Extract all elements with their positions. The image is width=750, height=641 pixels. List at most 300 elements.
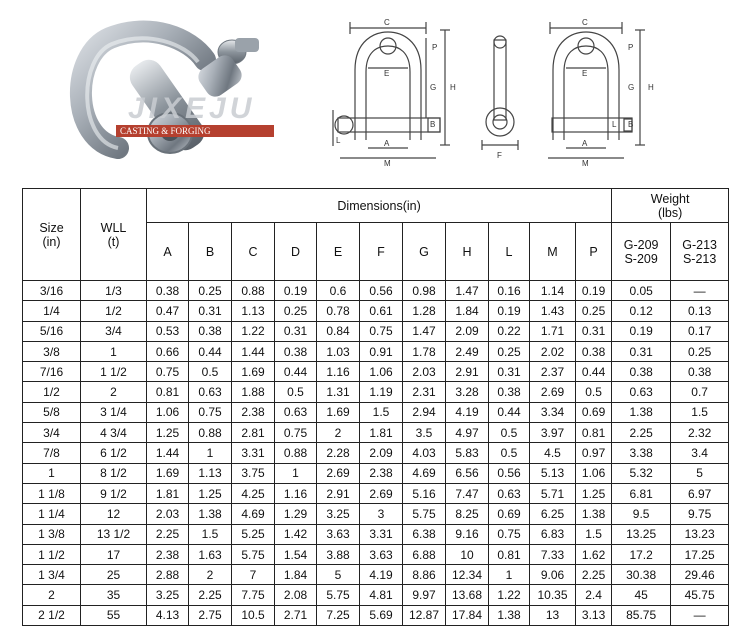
table-cell: 0.38	[147, 281, 189, 301]
table-cell: 2	[23, 585, 81, 605]
table-cell: 0.25	[189, 281, 232, 301]
table-cell: 1.5	[576, 524, 612, 544]
table-cell: 3.75	[232, 463, 275, 483]
side-view-drawing	[482, 36, 518, 150]
table-cell: 0.53	[147, 321, 189, 341]
table-cell: 0.63	[189, 382, 232, 402]
table-cell: 1.84	[275, 565, 317, 585]
table-cell: 5	[671, 463, 729, 483]
table-cell: 6.56	[446, 463, 489, 483]
table-cell: 10	[446, 544, 489, 564]
table-cell: 2.25	[612, 423, 671, 443]
table-cell: 1.31	[317, 382, 360, 402]
table-cell: 9.75	[671, 504, 729, 524]
table-cell: 2.37	[530, 362, 576, 382]
table-cell: 2.69	[317, 463, 360, 483]
table-cell: 0.91	[360, 341, 403, 361]
table-cell: 2.03	[147, 504, 189, 524]
table-cell: 4.13	[147, 605, 189, 625]
table-cell: 0.63	[489, 483, 530, 503]
table-cell: 3.97	[530, 423, 576, 443]
header-dim-col: C	[232, 223, 275, 281]
svg-text:P: P	[628, 43, 634, 52]
header-dim-col: G	[403, 223, 446, 281]
table-cell: 1.25	[576, 483, 612, 503]
svg-text:M: M	[384, 159, 391, 168]
table-cell: 0.98	[403, 281, 446, 301]
table-cell: 0.44	[576, 362, 612, 382]
table-cell: 1.03	[317, 341, 360, 361]
table-cell: 0.5	[489, 443, 530, 463]
table-cell: 3 1/4	[81, 402, 147, 422]
table-cell: 1.13	[189, 463, 232, 483]
table-cell: 0.25	[489, 341, 530, 361]
table-cell: 4.81	[360, 585, 403, 605]
watermark	[116, 92, 274, 137]
table-cell: 0.97	[576, 443, 612, 463]
table-cell: 2.38	[147, 544, 189, 564]
table-cell: 2.91	[446, 362, 489, 382]
table-cell: 1.5	[360, 402, 403, 422]
table-cell: 1.22	[232, 321, 275, 341]
table-cell: 0.6	[317, 281, 360, 301]
table-cell: 1.78	[403, 341, 446, 361]
table-cell: 1.38	[489, 605, 530, 625]
table-cell: 0.63	[275, 402, 317, 422]
table-cell: 0.56	[489, 463, 530, 483]
table-cell: 2.28	[317, 443, 360, 463]
table-cell: 1.38	[189, 504, 232, 524]
front-view-labels	[336, 18, 456, 168]
table-cell: 10.5	[232, 605, 275, 625]
table-cell: 0.25	[671, 341, 729, 361]
table-cell: 12.34	[446, 565, 489, 585]
table-cell: 4.5	[530, 443, 576, 463]
table-cell: 5.25	[232, 524, 275, 544]
table-cell: 1 1/8	[23, 483, 81, 503]
table-cell: 2	[81, 382, 147, 402]
table-cell: 17	[81, 544, 147, 564]
table-cell: 1.44	[147, 443, 189, 463]
table-cell: 1.81	[360, 423, 403, 443]
table-cell: 1.5	[671, 402, 729, 422]
table-cell: 0.38	[576, 341, 612, 361]
table-cell: 4.25	[232, 483, 275, 503]
table-cell: 12.87	[403, 605, 446, 625]
header-weight: Weight (lbs)	[612, 189, 729, 223]
header-dim-col: F	[360, 223, 403, 281]
svg-text:L: L	[336, 136, 341, 145]
table-cell: 8.25	[446, 504, 489, 524]
table-cell: 6 1/2	[81, 443, 147, 463]
table-cell: 1.43	[530, 301, 576, 321]
table-cell: 3.31	[232, 443, 275, 463]
table-cell: 2.81	[232, 423, 275, 443]
table-cell: 1.38	[612, 402, 671, 422]
table-cell: 0.38	[189, 321, 232, 341]
table-cell: 3	[360, 504, 403, 524]
table-cell: 0.19	[489, 301, 530, 321]
table-cell: 9.16	[446, 524, 489, 544]
table-cell: 0.17	[671, 321, 729, 341]
table-cell: 5.71	[530, 483, 576, 503]
table-cell: 6.97	[671, 483, 729, 503]
header-dimensions: Dimensions(in)	[147, 189, 612, 223]
table-cell: 1.88	[232, 382, 275, 402]
table-cell: 1.81	[147, 483, 189, 503]
header-dim-col: P	[576, 223, 612, 281]
table-cell: 0.75	[489, 524, 530, 544]
table-cell: 1 1/2	[81, 362, 147, 382]
table-cell: 10.35	[530, 585, 576, 605]
header-dim-col: D	[275, 223, 317, 281]
svg-text:A: A	[384, 139, 390, 148]
watermark-tagline: CASTING & FORGING	[120, 126, 211, 136]
table-cell: 3.28	[446, 382, 489, 402]
svg-text:C: C	[384, 18, 390, 27]
table-cell: 1.13	[232, 301, 275, 321]
table-cell: 0.5	[489, 423, 530, 443]
table-cell: 7/16	[23, 362, 81, 382]
table-row	[23, 301, 729, 321]
table-cell: 30.38	[612, 565, 671, 585]
svg-text:H: H	[648, 83, 654, 92]
table-cell: 1	[275, 463, 317, 483]
table-cell: 3/4	[81, 321, 147, 341]
table-row	[23, 565, 729, 585]
table-cell: 0.31	[189, 301, 232, 321]
svg-text:P: P	[432, 43, 438, 52]
table-cell: 9.06	[530, 565, 576, 585]
table-cell: 3/8	[23, 341, 81, 361]
svg-text:A: A	[582, 139, 588, 148]
shackle-figures	[0, 0, 750, 182]
table-row	[23, 423, 729, 443]
table-cell: 0.81	[147, 382, 189, 402]
table-cell: 5/16	[23, 321, 81, 341]
table-cell: 4.19	[360, 565, 403, 585]
table-cell: 0.22	[489, 321, 530, 341]
table-cell: 0.61	[360, 301, 403, 321]
table-cell: 1.38	[576, 504, 612, 524]
table-row	[23, 483, 729, 503]
table-cell: 0.19	[576, 281, 612, 301]
table-cell: 2.32	[671, 423, 729, 443]
table-cell: 1/2	[23, 382, 81, 402]
table-cell: 3.88	[317, 544, 360, 564]
table-cell: 0.44	[489, 402, 530, 422]
table-cell: —	[671, 605, 729, 625]
table-cell: 1/2	[81, 301, 147, 321]
table-cell: 5/8	[23, 402, 81, 422]
table-cell: 1.25	[189, 483, 232, 503]
table-cell: 0.56	[360, 281, 403, 301]
table-cell: 7.33	[530, 544, 576, 564]
svg-text:B: B	[430, 120, 436, 129]
table-cell: 1.25	[147, 423, 189, 443]
table-row	[23, 443, 729, 463]
table-cell: 0.31	[576, 321, 612, 341]
watermark-brand: JIXEJU	[128, 92, 256, 125]
table-cell: 2	[189, 565, 232, 585]
table-cell: 5	[317, 565, 360, 585]
table-cell: 45	[612, 585, 671, 605]
table-cell: 1.47	[446, 281, 489, 301]
table-cell: 1.71	[530, 321, 576, 341]
svg-text:E: E	[384, 69, 390, 78]
header-weight-col: G-209 S-209	[612, 223, 671, 281]
table-cell: 1	[81, 341, 147, 361]
table-cell: 5.83	[446, 443, 489, 463]
table-cell: 2	[317, 423, 360, 443]
table-row	[23, 504, 729, 524]
table-cell: 0.44	[189, 341, 232, 361]
svg-text:L: L	[612, 120, 617, 129]
header-dim-col: H	[446, 223, 489, 281]
table-cell: 0.88	[189, 423, 232, 443]
table-cell: 17.25	[671, 544, 729, 564]
svg-text:C: C	[582, 18, 588, 27]
table-cell: 4.69	[232, 504, 275, 524]
table-cell: 1.06	[360, 362, 403, 382]
table-cell: 3.34	[530, 402, 576, 422]
table-cell: 1.54	[275, 544, 317, 564]
table-cell: 1 3/4	[23, 565, 81, 585]
table-cell: 2.09	[446, 321, 489, 341]
table-row	[23, 321, 729, 341]
table-cell: 3.4	[671, 443, 729, 463]
table-cell: 0.81	[489, 544, 530, 564]
header-dim-col: E	[317, 223, 360, 281]
table-cell: 1.69	[147, 463, 189, 483]
table-cell: 45.75	[671, 585, 729, 605]
table-cell: 3.5	[403, 423, 446, 443]
table-cell: 2.25	[189, 585, 232, 605]
product-illustration-area	[0, 0, 750, 182]
table-cell: 0.66	[147, 341, 189, 361]
table-cell: 2.02	[530, 341, 576, 361]
table-cell: 4.03	[403, 443, 446, 463]
table-row	[23, 524, 729, 544]
table-cell: 13.25	[612, 524, 671, 544]
table-cell: 8.86	[403, 565, 446, 585]
table-cell: 1 1/4	[23, 504, 81, 524]
table-cell: 3.63	[360, 544, 403, 564]
table-cell: 0.38	[612, 362, 671, 382]
header-size: Size (in)	[23, 189, 81, 281]
table-cell: 1	[489, 565, 530, 585]
table-cell: 1.16	[275, 483, 317, 503]
svg-text:M: M	[582, 159, 589, 168]
table-row	[23, 463, 729, 483]
table-cell: 0.78	[317, 301, 360, 321]
table-cell: 1.44	[232, 341, 275, 361]
table-body	[23, 281, 729, 626]
table-cell: 0.75	[189, 402, 232, 422]
table-cell: 1.47	[403, 321, 446, 341]
table-cell: 1.69	[232, 362, 275, 382]
table-cell: 25	[81, 565, 147, 585]
table-cell: 35	[81, 585, 147, 605]
table-cell: 1.06	[576, 463, 612, 483]
table-cell: 0.69	[489, 504, 530, 524]
table-cell: 8 1/2	[81, 463, 147, 483]
table-cell: 13.23	[671, 524, 729, 544]
table-cell: 1.06	[147, 402, 189, 422]
table-cell: 0.19	[612, 321, 671, 341]
table-cell: 0.16	[489, 281, 530, 301]
table-cell: 2.94	[403, 402, 446, 422]
side-view-labels	[497, 151, 502, 160]
table-cell: 2.88	[147, 565, 189, 585]
table-cell: 2.69	[530, 382, 576, 402]
table-cell: 0.13	[671, 301, 729, 321]
header-weight-col: G-213 S-213	[671, 223, 729, 281]
table-row	[23, 605, 729, 625]
table-cell: 0.5	[576, 382, 612, 402]
table-cell: 29.46	[671, 565, 729, 585]
table-cell: 0.31	[275, 321, 317, 341]
header-dim-col: L	[489, 223, 530, 281]
table-cell: 1	[23, 463, 81, 483]
table-cell: 6.88	[403, 544, 446, 564]
table-cell: —	[671, 281, 729, 301]
table-cell: 9 1/2	[81, 483, 147, 503]
table-cell: 1	[189, 443, 232, 463]
table-cell: 5.16	[403, 483, 446, 503]
table-cell: 3.13	[576, 605, 612, 625]
table-cell: 2.38	[232, 402, 275, 422]
table-cell: 3.38	[612, 443, 671, 463]
table-cell: 0.69	[576, 402, 612, 422]
table-row	[23, 544, 729, 564]
table-cell: 2.91	[317, 483, 360, 503]
header-dim-col: M	[530, 223, 576, 281]
table-cell: 17.84	[446, 605, 489, 625]
table-cell: 4 3/4	[81, 423, 147, 443]
table-cell: 0.5	[275, 382, 317, 402]
table-cell: 2.31	[403, 382, 446, 402]
table-cell: 4.19	[446, 402, 489, 422]
svg-text:E: E	[582, 69, 588, 78]
header-wll: WLL (t)	[81, 189, 147, 281]
table-cell: 6.83	[530, 524, 576, 544]
table-cell: 6.25	[530, 504, 576, 524]
svg-text:G: G	[430, 83, 437, 92]
table-cell: 3.25	[317, 504, 360, 524]
table-cell: 0.31	[489, 362, 530, 382]
table-cell: 1 3/8	[23, 524, 81, 544]
shackle-spec-table	[22, 188, 729, 626]
table-cell: 2.03	[403, 362, 446, 382]
table-cell: 0.38	[671, 362, 729, 382]
table-cell: 17.2	[612, 544, 671, 564]
table-cell: 0.38	[275, 341, 317, 361]
table-cell: 0.75	[360, 321, 403, 341]
table-cell: 1/3	[81, 281, 147, 301]
table-cell: 5.13	[530, 463, 576, 483]
table-cell: 5.75	[317, 585, 360, 605]
table-cell: 0.38	[489, 382, 530, 402]
table-cell: 2.25	[147, 524, 189, 544]
table-cell: 0.05	[612, 281, 671, 301]
table-cell: 7.75	[232, 585, 275, 605]
table-cell: 3.31	[360, 524, 403, 544]
header-dim-col: B	[189, 223, 232, 281]
table-cell: 1.69	[317, 402, 360, 422]
table-cell: 2.49	[446, 341, 489, 361]
svg-text:H: H	[450, 83, 456, 92]
table-row	[23, 341, 729, 361]
table-cell: 0.88	[232, 281, 275, 301]
table-row	[23, 585, 729, 605]
table-cell: 7	[232, 565, 275, 585]
table-cell: 3.63	[317, 524, 360, 544]
table-cell: 1.84	[446, 301, 489, 321]
table-cell: 4.69	[403, 463, 446, 483]
table-cell: 7/8	[23, 443, 81, 463]
table-row	[23, 362, 729, 382]
table-cell: 1.29	[275, 504, 317, 524]
table-cell: 6.81	[612, 483, 671, 503]
table-row	[23, 281, 729, 301]
table-cell: 1/4	[23, 301, 81, 321]
table-cell: 1.5	[189, 524, 232, 544]
table-cell: 3/4	[23, 423, 81, 443]
table-cell: 0.19	[275, 281, 317, 301]
table-cell: 13	[530, 605, 576, 625]
table-cell: 1.63	[189, 544, 232, 564]
svg-text:F: F	[497, 151, 502, 160]
table-cell: 0.12	[612, 301, 671, 321]
table-cell: 1 1/2	[23, 544, 81, 564]
table-cell: 1.42	[275, 524, 317, 544]
table-row	[23, 382, 729, 402]
table-cell: 7.25	[317, 605, 360, 625]
table-cell: 2.69	[360, 483, 403, 503]
table-cell: 2.4	[576, 585, 612, 605]
table-cell: 5.32	[612, 463, 671, 483]
table-cell: 0.84	[317, 321, 360, 341]
table-cell: 55	[81, 605, 147, 625]
table-cell: 6.38	[403, 524, 446, 544]
table-cell: 1.16	[317, 362, 360, 382]
table-cell: 2.08	[275, 585, 317, 605]
table-cell: 0.63	[612, 382, 671, 402]
table-cell: 2.38	[360, 463, 403, 483]
table-cell: 5.69	[360, 605, 403, 625]
table-cell: 3.25	[147, 585, 189, 605]
table-cell: 0.75	[147, 362, 189, 382]
table-cell: 2 1/2	[23, 605, 81, 625]
table-cell: 0.5	[189, 362, 232, 382]
table-cell: 0.88	[275, 443, 317, 463]
table-cell: 4.97	[446, 423, 489, 443]
table-cell: 0.47	[147, 301, 189, 321]
table-cell: 0.25	[275, 301, 317, 321]
table-cell: 2.09	[360, 443, 403, 463]
table-cell: 0.75	[275, 423, 317, 443]
table-cell: 2.71	[275, 605, 317, 625]
table-cell: 3/16	[23, 281, 81, 301]
table-cell: 2.75	[189, 605, 232, 625]
table-cell: 1.28	[403, 301, 446, 321]
table-cell: 0.31	[612, 341, 671, 361]
table-cell: 1.14	[530, 281, 576, 301]
table-cell: 13.68	[446, 585, 489, 605]
table-cell: 12	[81, 504, 147, 524]
table-cell: 1.19	[360, 382, 403, 402]
